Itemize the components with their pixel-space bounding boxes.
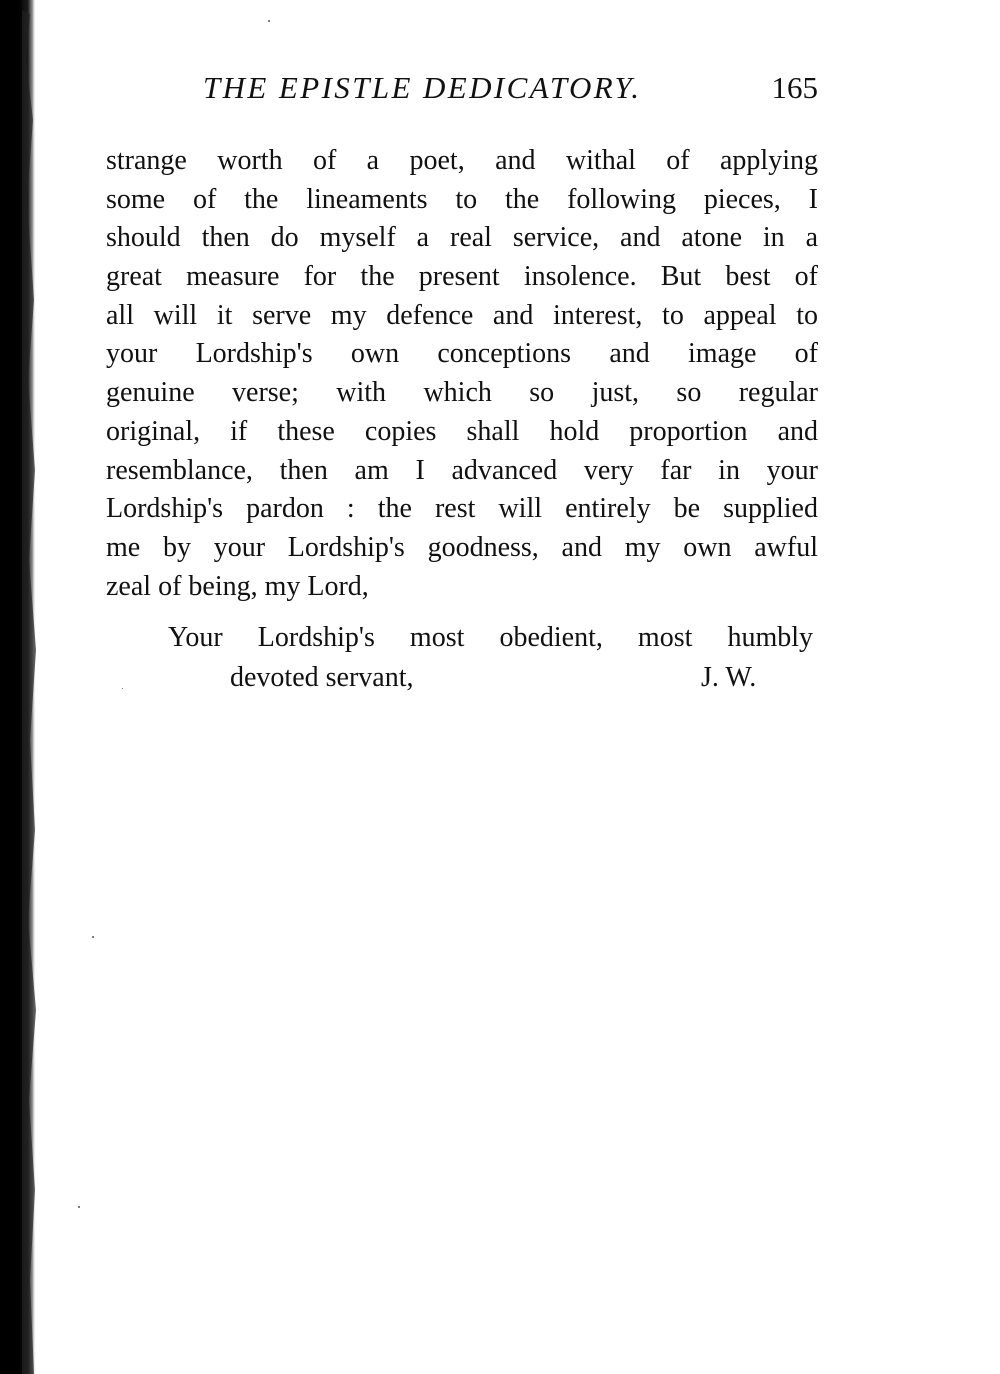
text-line: me by your Lordship's goodness, and my own awful (106, 531, 818, 563)
text-line: genuine verse; with which so just, so regular (106, 377, 818, 409)
text-line: strange worth of a poet, and withal of applying (106, 145, 818, 176)
paper-speck (92, 936, 94, 938)
page-header (108, 70, 818, 110)
text-line: zeal of being, my Lord, (106, 570, 369, 602)
body-paragraph (106, 142, 818, 606)
signature-initials: J. W. (701, 662, 757, 693)
paper-speck (268, 20, 270, 22)
binding-shadow-graphic (0, 0, 40, 1374)
closing-line-1: Your Lordship's most obedient, most humbly (168, 622, 813, 653)
text-line: some of the lineaments to the following pieces, I (106, 183, 818, 215)
running-title: THE EPISTLE DEDICATORY. (203, 70, 642, 105)
text-line: all will it serve my defence and interest, to appeal to (106, 299, 818, 331)
text-line: should then do myself a real service, and atone in a (106, 222, 818, 254)
page-number: 165 (771, 70, 818, 105)
text-line: Lordship's pardon : the rest will entirely be supplied (106, 493, 818, 525)
text-line: great measure for the present insolence. But best of (106, 261, 818, 293)
text-line: resemblance, then am I advanced very far in your (106, 454, 818, 486)
text-line: your Lordship's own conceptions and image of (106, 338, 818, 370)
closing-salutation (168, 618, 813, 698)
closing-servant-text: devoted servant, (230, 662, 414, 693)
closing-line-2 (168, 658, 813, 698)
page-binding-edge (0, 0, 40, 1374)
paper-speck (78, 1206, 80, 1208)
text-line: original, if these copies shall hold proportion and (106, 415, 818, 447)
paper-speck (122, 688, 123, 689)
